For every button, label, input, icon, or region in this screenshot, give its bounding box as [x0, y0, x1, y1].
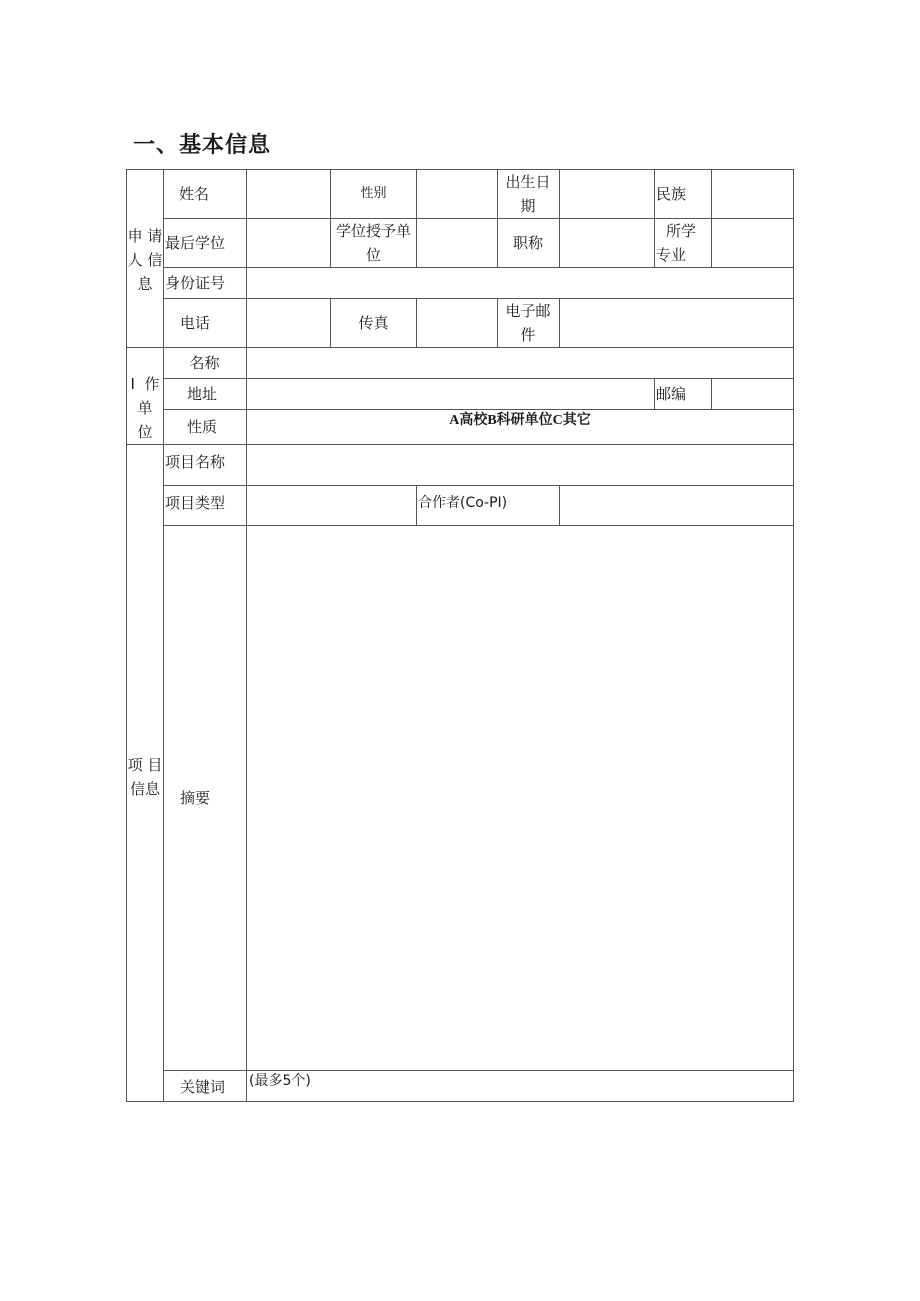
degree-institution-label-line2: 位 [365, 245, 381, 264]
professional-title-label: 职称 [512, 233, 543, 252]
email-label-line2: 件 [520, 325, 536, 344]
email-label [497, 298, 559, 347]
workplace-group-label-line1: I 作 [130, 375, 160, 393]
abstract-label: 摘要 [179, 789, 210, 807]
phone-field[interactable] [247, 299, 330, 347]
fax-field[interactable] [417, 299, 497, 347]
degree-institution-label-line1: 学位授予单 [335, 221, 411, 240]
workplace-group-label-line2: 单 [137, 399, 153, 417]
project-type-label: 项目类型 [165, 494, 226, 512]
project-group-label [126, 750, 164, 804]
workplace-group-label [126, 371, 164, 445]
project-type-field[interactable] [247, 486, 416, 525]
major-label [654, 218, 711, 267]
degree-institution-field[interactable] [417, 219, 497, 267]
birth-date-label-line1: 出生日 [505, 172, 551, 191]
degree-label: 最后学位 [165, 233, 226, 252]
professional-title-field[interactable] [560, 219, 654, 267]
project-name-field[interactable] [247, 445, 793, 485]
ethnicity-label: 民族 [656, 184, 687, 203]
workplace-name-field[interactable] [247, 348, 793, 378]
applicant-group-label-line3: 息 [137, 275, 153, 293]
workplace-address-label: 地址 [186, 384, 217, 403]
abstract-field[interactable] [247, 526, 793, 1070]
email-label-line1: 电子邮 [505, 301, 551, 320]
workplace-name-label: 名称 [189, 353, 220, 372]
table-border-left [126, 169, 127, 1102]
co-pi-label: 合作者(Co-PI) [418, 495, 508, 511]
gender-field[interactable] [417, 170, 497, 218]
ethnicity-field[interactable] [712, 170, 793, 218]
name-label: 姓名 [178, 184, 209, 203]
co-pi-field[interactable] [560, 486, 793, 525]
id-number-field[interactable] [247, 268, 793, 298]
applicant-group-label-line1: 申 请 [127, 227, 163, 245]
email-field[interactable] [560, 299, 793, 347]
major-label-line1: 所学 [666, 221, 697, 240]
section-title: 一、基本信息 [133, 133, 272, 158]
project-name-label: 项目名称 [165, 452, 226, 471]
gender-label: 性别 [360, 185, 387, 201]
id-number-label: 身份证号 [165, 273, 226, 292]
name-field[interactable] [247, 170, 330, 218]
birth-date-label [497, 169, 559, 218]
major-label-line2: 专业 [656, 245, 687, 264]
birth-date-label-line2: 期 [520, 196, 536, 215]
birth-date-field[interactable] [560, 170, 654, 218]
keywords-field[interactable] [247, 1071, 793, 1101]
workplace-group-label-line3: 位 [137, 423, 153, 441]
degree-field[interactable] [247, 219, 330, 267]
major-field[interactable] [712, 219, 793, 267]
project-group-label-line1: 项 目 [127, 756, 163, 774]
project-group-label-line2: 信息 [129, 780, 160, 798]
workplace-nature-label: 性质 [186, 417, 217, 436]
postcode-label: 邮编 [656, 384, 687, 403]
keywords-label: 关键词 [179, 1078, 225, 1096]
phone-label: 电话 [179, 313, 210, 332]
applicant-group-label-line2: 人 信 [127, 251, 163, 269]
keywords-hint: (最多5个) [249, 1073, 311, 1089]
workplace-nature-options[interactable]: A高校B科研单位C其它 [449, 412, 591, 428]
fax-label: 传真 [358, 313, 389, 332]
applicant-group-label [126, 218, 164, 302]
table-border-right [793, 169, 794, 1102]
degree-institution-label [330, 218, 417, 267]
